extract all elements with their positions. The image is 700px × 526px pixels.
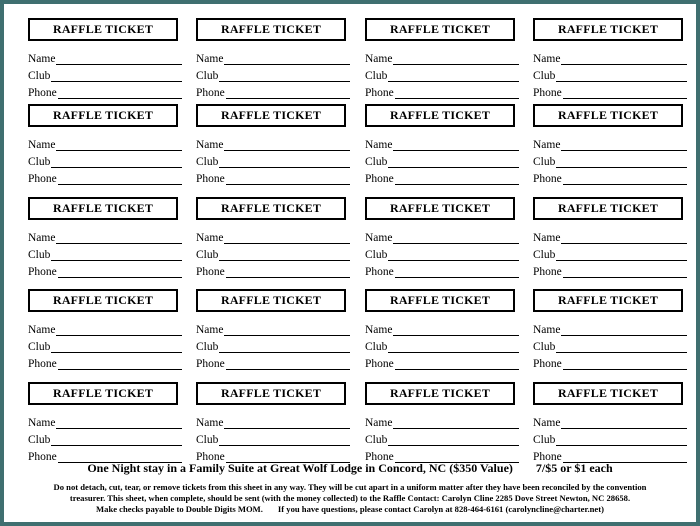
ticket-field-phone (365, 170, 519, 185)
field-blank-line (56, 54, 182, 65)
field-label: Club (196, 249, 219, 261)
field-blank-line (51, 342, 182, 353)
field-label: Club (365, 70, 388, 82)
field-blank-line (224, 325, 350, 336)
ticket-field-phone (196, 84, 350, 99)
field-blank-line (563, 174, 687, 185)
ticket-field-name (28, 321, 182, 336)
raffle-ticket (531, 12, 691, 98)
field-label: Phone (28, 87, 57, 99)
ticket-field-name (365, 321, 519, 336)
field-label: Phone (533, 451, 562, 463)
field-blank-line (561, 325, 687, 336)
ticket-field-club (196, 246, 350, 261)
field-label: Phone (196, 173, 225, 185)
ticket-field-phone (533, 355, 687, 370)
field-label: Club (365, 249, 388, 261)
field-label: Club (196, 341, 219, 353)
ticket-header: RAFFLE TICKET (365, 289, 515, 312)
ticket-field-name (196, 136, 350, 151)
ticket-field-phone (533, 170, 687, 185)
ticket-field-phone (28, 84, 182, 99)
field-label: Name (365, 232, 393, 244)
ticket-header: RAFFLE TICKET (196, 382, 346, 405)
field-label: Name (533, 324, 561, 336)
field-label: Club (533, 249, 556, 261)
field-blank-line (561, 54, 687, 65)
raffle-ticket (194, 376, 354, 462)
field-label: Name (196, 232, 224, 244)
ticket-field-club (365, 431, 519, 446)
ticket-price: 7/$5 or $1 each (535, 461, 613, 475)
field-blank-line (56, 418, 182, 429)
field-label: Name (28, 53, 56, 65)
raffle-ticket (363, 12, 523, 98)
ticket-header: RAFFLE TICKET (196, 289, 346, 312)
raffle-ticket (363, 191, 523, 277)
ticket-field-phone (196, 170, 350, 185)
field-label: Club (196, 70, 219, 82)
field-blank-line (556, 435, 687, 446)
ticket-field-name (533, 414, 687, 429)
ticket-header: RAFFLE TICKET (28, 104, 178, 127)
field-label: Club (196, 156, 219, 168)
field-blank-line (395, 359, 519, 370)
ticket-field-name (196, 414, 350, 429)
field-label: Phone (196, 451, 225, 463)
ticket-grid (4, 4, 696, 464)
sheet-footer (4, 459, 696, 515)
field-blank-line (219, 71, 350, 82)
ticket-field-phone (533, 84, 687, 99)
ticket-header: RAFFLE TICKET (533, 289, 683, 312)
ticket-field-name (533, 321, 687, 336)
field-label: Club (533, 341, 556, 353)
raffle-ticket (26, 283, 186, 369)
ticket-header: RAFFLE TICKET (196, 197, 346, 220)
field-blank-line (388, 435, 519, 446)
ticket-field-phone (196, 263, 350, 278)
raffle-ticket (26, 98, 186, 184)
ticket-field-name (196, 229, 350, 244)
field-blank-line (393, 325, 519, 336)
field-blank-line (51, 157, 182, 168)
field-blank-line (219, 342, 350, 353)
ticket-field-phone (28, 170, 182, 185)
field-label: Name (365, 139, 393, 151)
field-label: Club (28, 341, 51, 353)
ticket-field-phone (365, 355, 519, 370)
field-blank-line (224, 140, 350, 151)
ticket-header: RAFFLE TICKET (196, 18, 346, 41)
raffle-ticket (363, 376, 523, 462)
field-label: Club (28, 249, 51, 261)
field-blank-line (226, 359, 350, 370)
field-label: Name (196, 139, 224, 151)
ticket-field-name (533, 229, 687, 244)
ticket-field-phone (365, 263, 519, 278)
ticket-field-name (533, 136, 687, 151)
ticket-header: RAFFLE TICKET (533, 197, 683, 220)
field-blank-line (556, 157, 687, 168)
field-blank-line (56, 233, 182, 244)
field-blank-line (58, 267, 182, 278)
ticket-field-name (196, 50, 350, 65)
raffle-ticket (531, 376, 691, 462)
field-label: Phone (196, 87, 225, 99)
ticket-field-club (28, 338, 182, 353)
field-label: Name (28, 139, 56, 151)
raffle-ticket (531, 283, 691, 369)
field-blank-line (226, 174, 350, 185)
field-label: Club (533, 70, 556, 82)
field-blank-line (395, 174, 519, 185)
field-label: Phone (365, 358, 394, 370)
field-blank-line (226, 267, 350, 278)
ticket-field-phone (28, 355, 182, 370)
field-label: Name (28, 324, 56, 336)
raffle-ticket (26, 12, 186, 98)
ticket-header: RAFFLE TICKET (533, 104, 683, 127)
ticket-field-club (365, 246, 519, 261)
ticket-field-club (533, 246, 687, 261)
field-blank-line (58, 359, 182, 370)
field-label: Club (196, 434, 219, 446)
ticket-field-name (28, 229, 182, 244)
raffle-sheet (4, 4, 696, 522)
ticket-field-phone (533, 263, 687, 278)
ticket-header: RAFFLE TICKET (28, 289, 178, 312)
ticket-header: RAFFLE TICKET (196, 104, 346, 127)
field-label: Name (365, 324, 393, 336)
prize-line (4, 461, 696, 476)
field-blank-line (388, 71, 519, 82)
ticket-header: RAFFLE TICKET (365, 382, 515, 405)
field-label: Name (28, 417, 56, 429)
field-label: Phone (28, 266, 57, 278)
field-label: Phone (533, 358, 562, 370)
field-label: Club (28, 156, 51, 168)
ticket-field-name (196, 321, 350, 336)
field-label: Phone (533, 87, 562, 99)
instructions-notice (4, 482, 696, 515)
ticket-header: RAFFLE TICKET (28, 197, 178, 220)
field-blank-line (224, 54, 350, 65)
raffle-ticket (26, 191, 186, 277)
field-label: Name (365, 417, 393, 429)
field-blank-line (556, 342, 687, 353)
field-blank-line (393, 54, 519, 65)
field-label: Phone (365, 87, 394, 99)
field-label: Name (196, 324, 224, 336)
field-blank-line (393, 140, 519, 151)
field-label: Phone (28, 173, 57, 185)
field-blank-line (561, 233, 687, 244)
ticket-field-phone (28, 263, 182, 278)
ticket-field-club (28, 67, 182, 82)
field-label: Name (533, 232, 561, 244)
field-label: Name (533, 417, 561, 429)
field-blank-line (58, 174, 182, 185)
field-label: Phone (196, 358, 225, 370)
ticket-field-phone (196, 355, 350, 370)
ticket-field-club (533, 431, 687, 446)
ticket-field-club (533, 153, 687, 168)
ticket-field-name (365, 229, 519, 244)
prize-description: One Night stay in a Family Suite at Great Wolf Lodge in Concord, NC ($350 Value) (87, 461, 513, 475)
ticket-field-club (365, 338, 519, 353)
field-blank-line (56, 140, 182, 151)
field-blank-line (393, 418, 519, 429)
raffle-ticket (531, 191, 691, 277)
field-label: Club (365, 341, 388, 353)
ticket-field-phone (365, 84, 519, 99)
notice-line: Do not detach, cut, tear, or remove tickets from this sheet in any way. They will be cut apart in a uniform matter after they have been reconciled by the convention (53, 482, 647, 492)
ticket-field-club (28, 246, 182, 261)
ticket-header: RAFFLE TICKET (28, 382, 178, 405)
ticket-field-club (533, 67, 687, 82)
ticket-header: RAFFLE TICKET (365, 104, 515, 127)
field-label: Phone (365, 451, 394, 463)
field-blank-line (393, 233, 519, 244)
ticket-field-club (533, 338, 687, 353)
field-blank-line (556, 250, 687, 261)
field-label: Phone (28, 358, 57, 370)
field-blank-line (561, 140, 687, 151)
ticket-field-club (196, 153, 350, 168)
field-blank-line (388, 157, 519, 168)
ticket-field-club (196, 431, 350, 446)
ticket-field-club (28, 431, 182, 446)
ticket-header: RAFFLE TICKET (533, 18, 683, 41)
raffle-ticket (26, 376, 186, 462)
field-blank-line (561, 418, 687, 429)
field-label: Name (196, 53, 224, 65)
field-blank-line (395, 267, 519, 278)
ticket-field-club (28, 153, 182, 168)
field-blank-line (563, 359, 687, 370)
ticket-field-name (365, 414, 519, 429)
field-label: Club (28, 434, 51, 446)
ticket-header: RAFFLE TICKET (365, 197, 515, 220)
ticket-field-name (365, 136, 519, 151)
ticket-field-club (365, 67, 519, 82)
field-label: Name (533, 139, 561, 151)
field-blank-line (224, 418, 350, 429)
field-blank-line (219, 435, 350, 446)
field-label: Phone (365, 266, 394, 278)
ticket-field-name (28, 50, 182, 65)
field-label: Phone (533, 173, 562, 185)
field-label: Phone (28, 451, 57, 463)
field-label: Name (196, 417, 224, 429)
notice-line: Make checks payable to Double Digits MOM. If you have questions, please contact Carolyn at 828-464-6161 (carolyncline@charter.net) (96, 504, 604, 514)
field-blank-line (51, 435, 182, 446)
field-blank-line (556, 71, 687, 82)
notice-line: treasurer. This sheet, when complete, should be sent (with the money collected) to the Raffle Contact: Carolyn Cline 2285 Dove Street Newton, NC 28658. (69, 493, 631, 503)
field-label: Club (365, 434, 388, 446)
ticket-field-club (196, 338, 350, 353)
raffle-ticket (194, 191, 354, 277)
field-blank-line (51, 71, 182, 82)
field-blank-line (224, 233, 350, 244)
field-label: Name (28, 232, 56, 244)
raffle-ticket (194, 283, 354, 369)
field-blank-line (388, 250, 519, 261)
raffle-ticket (363, 283, 523, 369)
field-blank-line (388, 342, 519, 353)
field-label: Name (533, 53, 561, 65)
ticket-field-name (533, 50, 687, 65)
raffle-ticket (363, 98, 523, 184)
field-label: Phone (365, 173, 394, 185)
field-blank-line (219, 157, 350, 168)
ticket-field-name (28, 136, 182, 151)
field-label: Phone (196, 266, 225, 278)
ticket-field-club (365, 153, 519, 168)
ticket-field-name (28, 414, 182, 429)
field-label: Club (365, 156, 388, 168)
ticket-header: RAFFLE TICKET (533, 382, 683, 405)
field-label: Club (533, 434, 556, 446)
field-blank-line (51, 250, 182, 261)
raffle-ticket (194, 12, 354, 98)
field-blank-line (219, 250, 350, 261)
field-blank-line (56, 325, 182, 336)
field-blank-line (563, 267, 687, 278)
field-label: Club (28, 70, 51, 82)
ticket-header: RAFFLE TICKET (365, 18, 515, 41)
field-label: Name (365, 53, 393, 65)
field-label: Phone (533, 266, 562, 278)
field-label: Club (533, 156, 556, 168)
ticket-field-club (196, 67, 350, 82)
raffle-ticket (194, 98, 354, 184)
raffle-ticket (531, 98, 691, 184)
ticket-header: RAFFLE TICKET (28, 18, 178, 41)
ticket-field-name (365, 50, 519, 65)
